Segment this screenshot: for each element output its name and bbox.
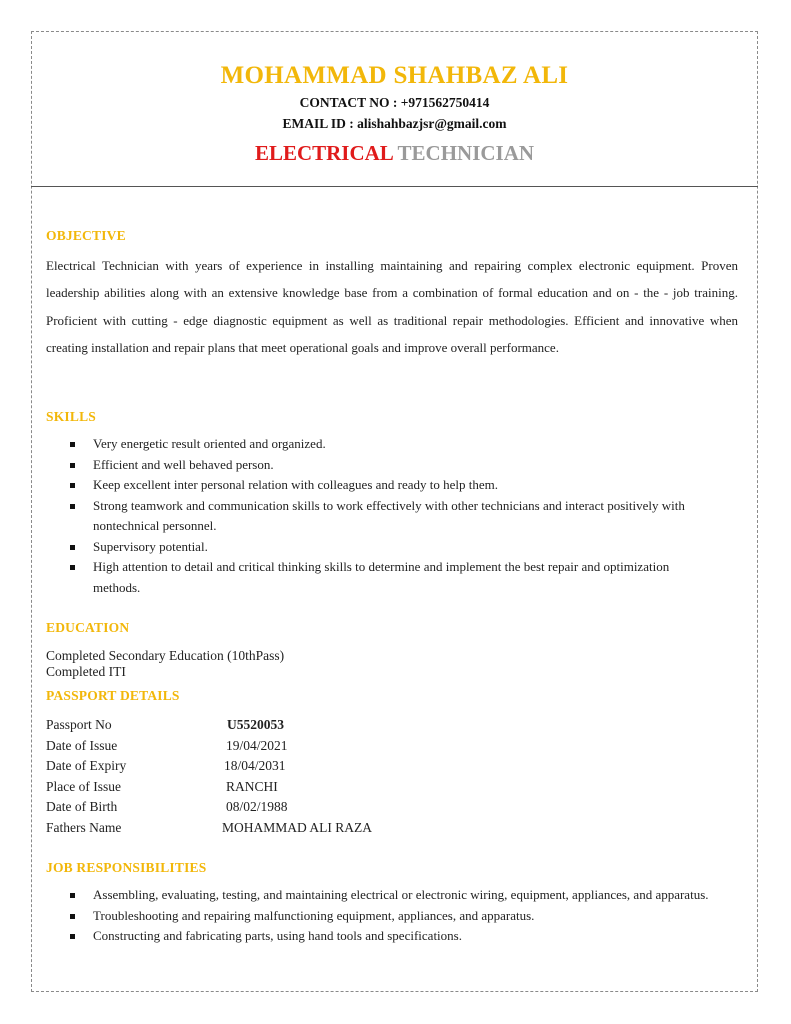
header-divider <box>31 186 758 187</box>
passport-label: Date of Expiry <box>46 758 127 773</box>
issue-date: 19/04/2021 <box>226 737 288 753</box>
job-title-part2: TECHNICIAN <box>397 141 535 165</box>
contact-number: CONTACT NO : +971562750414 <box>299 95 490 110</box>
expiry-date: 18/04/2031 <box>224 758 286 773</box>
education-line: Completed Secondary Education (10thPass) <box>46 648 285 663</box>
job-responsibilities-heading: JOB RESPONSIBILITIES <box>46 860 207 875</box>
skill-text: High attention to detail and critical thinking skills to determine and implement the best repair and optimization methods. <box>93 559 670 595</box>
job-title-part1: ELECTRICAL <box>254 141 393 165</box>
passport-label: Passport No <box>46 717 112 732</box>
skill-text: Supervisory potential. <box>93 538 208 554</box>
passport-label: Place of Issue <box>46 778 121 794</box>
bullet-icon <box>70 565 75 570</box>
skill-text: Keep excellent inter personal relation with colleagues and ready to help them. <box>93 477 499 492</box>
education-line: Completed ITI <box>46 664 126 679</box>
bullet-icon <box>70 442 75 447</box>
fathers-name: MOHAMMAD ALI RAZA <box>222 819 373 835</box>
list-item <box>46 434 716 455</box>
job-responsibilities-list <box>46 885 736 947</box>
education-heading: EDUCATION <box>46 620 130 635</box>
list-item <box>46 455 716 476</box>
list-item <box>46 906 736 927</box>
passport-label: Date of Issue <box>46 737 118 753</box>
responsibility-text: Constructing and fabricating parts, using hand tools and specifications. <box>93 928 462 943</box>
passport-label: Date of Birth <box>46 799 118 814</box>
list-item <box>46 885 736 906</box>
objective-heading: OBJECTIVE <box>46 228 126 243</box>
bullet-icon <box>70 463 75 468</box>
skill-text: Strong teamwork and communication skills to work effectively with other technicians and interact positively with nontechnical personnel. <box>93 497 685 533</box>
skill-text: Very energetic result oriented and organized. <box>93 436 326 451</box>
job-title <box>31 140 758 166</box>
skill-text: Efficient and well behaved person. <box>93 456 274 472</box>
objective-text: Electrical Technician with years of experience in installing maintaining and repairing complex electronic equipment. Proven leadership abilities along with an extensive knowledge base from a combination of formal education and on - the - job training. Proficient with cutting - edge diagnostic equipment as well as traditional repair methodologies. Efficient and innovative when creating installation and repair plans that meet operational goals and improve overall performance. <box>46 258 738 355</box>
date-of-birth: 08/02/1988 <box>226 799 288 814</box>
list-item <box>46 557 716 598</box>
responsibility-text: Troubleshooting and repairing malfunctioning equipment, appliances, and apparatus. <box>93 907 535 923</box>
bullet-icon <box>70 483 75 488</box>
email-address: EMAIL ID : alishahbazjsr@gmail.com <box>282 116 507 131</box>
bullet-icon <box>70 545 75 550</box>
candidate-name: MOHAMMAD SHAHBAZ ALI <box>220 62 569 89</box>
passport-heading: PASSPORT DETAILS <box>46 688 180 703</box>
list-item <box>46 926 736 947</box>
passport-number: U5520053 <box>227 717 284 732</box>
passport-label: Fathers Name <box>46 819 122 835</box>
list-item <box>46 537 716 558</box>
bullet-icon <box>70 934 75 939</box>
bullet-icon <box>70 504 75 509</box>
responsibility-text: Assembling, evaluating, testing, and maintaining electrical or electronic wiring, equipment, appliances, and apparatus. <box>93 887 709 902</box>
skills-list <box>46 434 716 598</box>
list-item <box>46 496 716 537</box>
skills-heading: SKILLS <box>46 409 96 424</box>
bullet-icon <box>70 914 75 919</box>
resume-header <box>31 60 758 166</box>
bullet-icon <box>70 893 75 898</box>
list-item <box>46 475 716 496</box>
education-block <box>46 648 284 680</box>
place-of-issue: RANCHI <box>226 778 278 794</box>
